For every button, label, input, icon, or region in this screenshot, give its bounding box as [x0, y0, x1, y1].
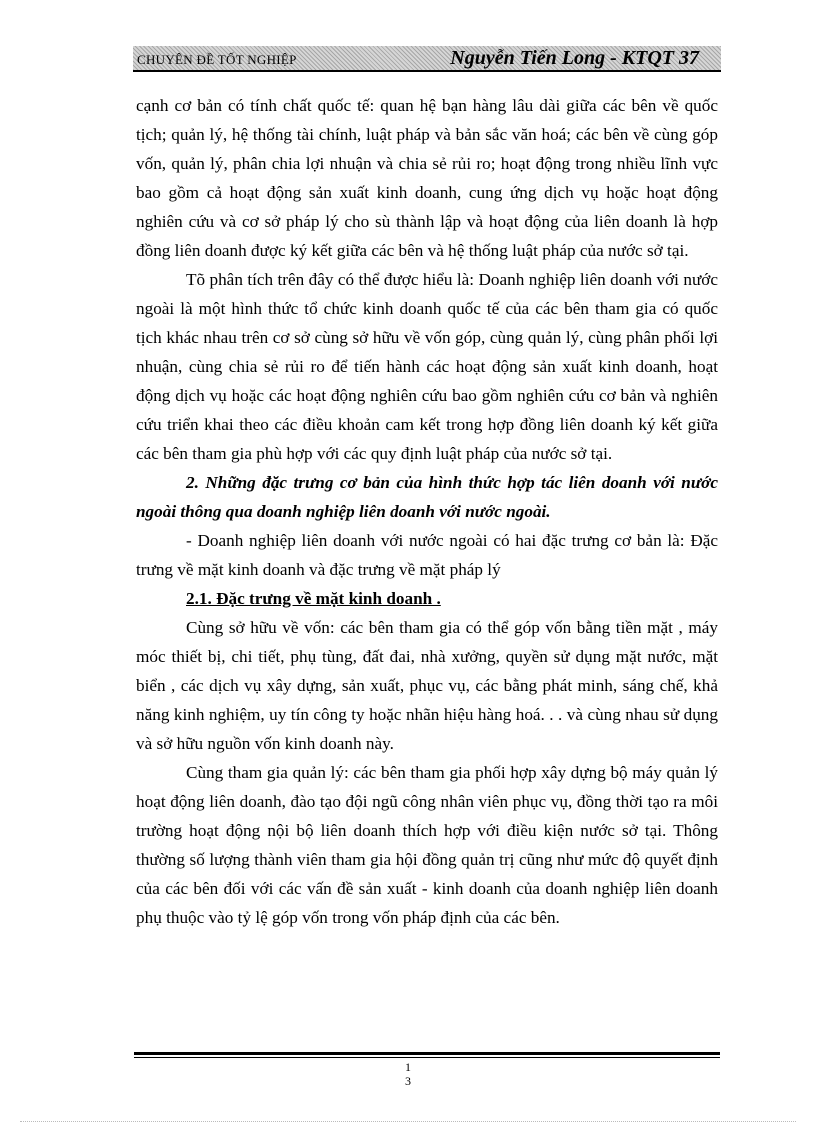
- header-author-class: Nguyễn Tiến Long - KTQT 37: [450, 47, 699, 69]
- page-header: [133, 46, 721, 72]
- paragraph-two-characteristics: - Doanh nghiệp liên doanh với nước ngoài có hai đặc trưng cơ bản là: Đặc trưng về mặt kinh doanh và đặc trưng về mặt pháp lý: [136, 531, 718, 579]
- body-text: [136, 91, 718, 932]
- paragraph-continuation: cạnh cơ bản có tính chất quốc tế: quan hệ bạn hàng lâu dài giữa các bên về quốc tịch; quản lý, hệ thống tài chính, luật pháp và bản sắc văn hoá; các bên về cùng góp vốn, quản lý, phân chia lợi nhuận và chia sẻ rủi ro; hoạt động trong nhiều lĩnh vực bao gồm cả hoạt động sản xuất kinh doanh, cung ứng dịch vụ hoặc hoạt động nghiên cứu và cơ sở pháp lý cho sù thành lập và hoạt động của liên doanh là hợp đồng liên doanh được ký kết giữa các bên và hệ thống luật pháp của nước sở tại.: [136, 96, 718, 260]
- paragraph-co-management: Cùng tham gia quản lý: các bên tham gia phối hợp xây dựng bộ máy quản lý hoạt động liên doanh, đào tạo đội ngũ công nhân viên phục vụ, đồng thời tạo ra môi trường hoạt động nội bộ liên doanh thích hợp với điều kiện nước sở tại. Thông thường số lượng thành viên tham gia hội đồng quản trị cũng như mức độ quyết định của các bên đối với các vấn đề sản xuất - kinh doanh của doanh nghiệp liên doanh phụ thuộc vào tỷ lệ góp vốn trong vốn pháp định của các bên.: [136, 763, 718, 927]
- subsection-heading-2-1-text: 2.1. Đặc trưng về mặt kinh doanh .: [186, 589, 441, 608]
- paragraph-co-ownership: Cùng sở hữu về vốn: các bên tham gia có thể góp vốn bằng tiền mặt , máy móc thiết bị, chi tiết, phụ tùng, đất đai, nhà xưởng, quyền sử dụng mặt nước, mặt biển , các dịch vụ xây dựng, sản xuất, phục vụ, các bằng phát minh, sáng chế, khả năng kinh nghiệm, uy tín công ty hoặc nhãn hiệu hàng hoá. . . và cùng nhau sử dụng và sở hữu nguồn vốn kinh doanh này.: [136, 618, 718, 753]
- header-document-type: CHUYÊN ĐỀ TỐT NGHIỆP: [137, 52, 297, 67]
- section-heading-2: 2. Những đặc trưng cơ bản của hình thức hợp tác liên doanh với nước ngoài thông qua doanh nghiệp liên doanh với nước ngoài.: [136, 473, 718, 521]
- page-number-line1: 1: [405, 1060, 411, 1074]
- paragraph-definition: Tõ phân tích trên đây có thể được hiểu là: Doanh nghiệp liên doanh với nước ngoài là một hình thức tổ chức kinh doanh quốc tế của các bên tham gia có quốc tịch khác nhau trên cơ sở cùng sở hữu về vốn góp, cùng quản lý, cùng phân phối lợi nhuận, cùng chia sẻ rủi ro để tiến hành các hoạt động sản xuất kinh doanh, hoạt động dịch vụ hoặc các hoạt động nghiên cứu bao gồm nghiên cứu cơ bản và nghiên cứu triển khai theo các điều khoản cam kết trong hợp đồng liên doanh ký kết giữa các bên tham gia phù hợp với các quy định luật pháp của nước sở tại.: [136, 270, 718, 463]
- page-bottom-border: [20, 1121, 796, 1122]
- footer-rule-thin: [134, 1057, 720, 1058]
- page-number-line2: 3: [405, 1074, 411, 1088]
- footer-rule-thick: [134, 1052, 720, 1055]
- subsection-heading-2-1: [136, 584, 718, 613]
